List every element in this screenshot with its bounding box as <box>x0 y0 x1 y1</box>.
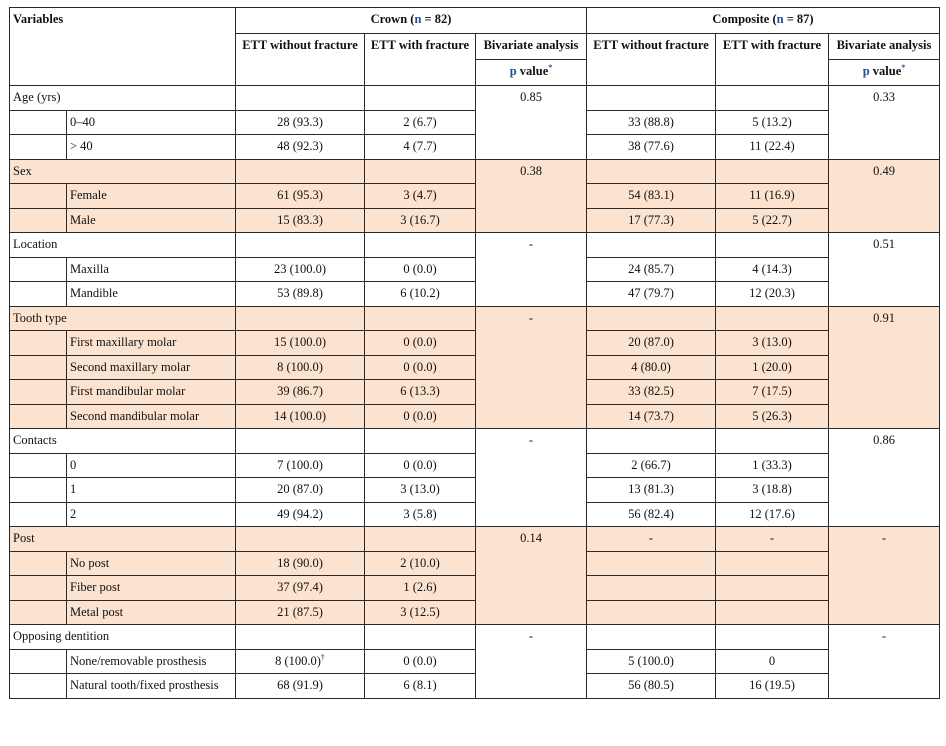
row-label: > 40 <box>67 135 236 160</box>
composite-with-cell <box>716 86 829 111</box>
crown-with-cell: 3 (5.8) <box>365 502 476 527</box>
crown-without-cell: 28 (93.3) <box>236 110 365 135</box>
crown-without-cell: 18 (90.0) <box>236 551 365 576</box>
table-row <box>10 110 940 135</box>
composite-with-cell: - <box>716 527 829 552</box>
indent-cell <box>10 674 67 699</box>
crown-without-cell: 15 (83.3) <box>236 208 365 233</box>
crown-with-cell: 0 (0.0) <box>365 257 476 282</box>
indent-cell <box>10 184 67 209</box>
header-crown-group: Crown (n = 82) <box>236 8 587 34</box>
indent-cell <box>10 551 67 576</box>
crown-without-cell <box>236 86 365 111</box>
crown-with-cell: 0 (0.0) <box>365 649 476 674</box>
crown-with-cell: 0 (0.0) <box>365 453 476 478</box>
crown-with-cell <box>365 233 476 258</box>
crown-without-cell: 21 (87.5) <box>236 600 365 625</box>
crown-without-cell: 8 (100.0)† <box>236 649 365 674</box>
group-row <box>10 233 940 258</box>
header-composite-with: ETT with fracture <box>716 34 829 86</box>
crown-with-cell: 3 (12.5) <box>365 600 476 625</box>
crown-without-cell: 20 (87.0) <box>236 478 365 503</box>
crown-without-cell: 48 (92.3) <box>236 135 365 160</box>
indent-cell <box>10 355 67 380</box>
composite-without-cell: 33 (88.8) <box>587 110 716 135</box>
composite-without-cell <box>587 233 716 258</box>
crown-without-cell: 39 (86.7) <box>236 380 365 405</box>
table-row <box>10 282 940 307</box>
crown-with-cell: 6 (10.2) <box>365 282 476 307</box>
table-row <box>10 257 940 282</box>
crown-with-cell: 2 (10.0) <box>365 551 476 576</box>
row-label: Male <box>67 208 236 233</box>
table-row <box>10 649 940 674</box>
crown-without-cell <box>236 159 365 184</box>
crown-with-cell <box>365 306 476 331</box>
row-label: No post <box>67 551 236 576</box>
crown-p-value: - <box>476 429 587 527</box>
composite-without-cell: 56 (82.4) <box>587 502 716 527</box>
indent-cell <box>10 404 67 429</box>
row-label: First mandibular molar <box>67 380 236 405</box>
composite-with-cell <box>716 233 829 258</box>
row-label: Female <box>67 184 236 209</box>
indent-cell <box>10 478 67 503</box>
group-row <box>10 306 940 331</box>
composite-with-cell: 11 (22.4) <box>716 135 829 160</box>
indent-cell <box>10 331 67 356</box>
composite-without-cell: 54 (83.1) <box>587 184 716 209</box>
crown-with-cell: 3 (16.7) <box>365 208 476 233</box>
crown-with-cell: 3 (4.7) <box>365 184 476 209</box>
crown-without-cell <box>236 625 365 650</box>
composite-without-cell <box>587 306 716 331</box>
crown-without-cell: 15 (100.0) <box>236 331 365 356</box>
composite-without-cell: - <box>587 527 716 552</box>
composite-with-cell <box>716 551 829 576</box>
group-label: Sex <box>10 159 236 184</box>
group-label: Age (yrs) <box>10 86 236 111</box>
table-row <box>10 380 940 405</box>
composite-with-cell: 4 (14.3) <box>716 257 829 282</box>
composite-without-cell: 17 (77.3) <box>587 208 716 233</box>
row-label: Fiber post <box>67 576 236 601</box>
group-label: Location <box>10 233 236 258</box>
row-label: Second mandibular molar <box>67 404 236 429</box>
composite-p-value: - <box>829 625 940 699</box>
row-label: 0–40 <box>67 110 236 135</box>
composite-p-value: 0.33 <box>829 86 940 160</box>
group-label: Tooth type <box>10 306 236 331</box>
composite-without-cell: 56 (80.5) <box>587 674 716 699</box>
crown-with-cell <box>365 159 476 184</box>
group-row <box>10 527 940 552</box>
header-crown-with: ETT with fracture <box>365 34 476 86</box>
composite-with-cell <box>716 576 829 601</box>
crown-without-cell: 14 (100.0) <box>236 404 365 429</box>
crown-without-cell: 8 (100.0) <box>236 355 365 380</box>
indent-cell <box>10 208 67 233</box>
indent-cell <box>10 380 67 405</box>
row-label: None/removable prosthesis <box>67 649 236 674</box>
composite-with-cell: 3 (13.0) <box>716 331 829 356</box>
composite-with-cell: 11 (16.9) <box>716 184 829 209</box>
composite-with-cell: 5 (22.7) <box>716 208 829 233</box>
indent-cell <box>10 502 67 527</box>
crown-without-cell: 49 (94.2) <box>236 502 365 527</box>
composite-p-value: 0.91 <box>829 306 940 429</box>
composite-with-cell <box>716 159 829 184</box>
group-row <box>10 86 940 111</box>
indent-cell <box>10 282 67 307</box>
composite-without-cell: 4 (80.0) <box>587 355 716 380</box>
crown-without-cell <box>236 306 365 331</box>
composite-without-cell: 24 (85.7) <box>587 257 716 282</box>
composite-with-cell: 12 (20.3) <box>716 282 829 307</box>
crown-with-cell: 0 (0.0) <box>365 355 476 380</box>
composite-without-cell: 14 (73.7) <box>587 404 716 429</box>
composite-with-cell: 3 (18.8) <box>716 478 829 503</box>
header-crown-p-value: p value* <box>476 60 587 86</box>
composite-without-cell: 5 (100.0) <box>587 649 716 674</box>
crown-p-value: 0.85 <box>476 86 587 160</box>
table-body <box>10 86 940 699</box>
composite-without-cell: 47 (79.7) <box>587 282 716 307</box>
composite-with-cell: 5 (26.3) <box>716 404 829 429</box>
table-row <box>10 478 940 503</box>
group-label: Contacts <box>10 429 236 454</box>
table-row <box>10 208 940 233</box>
composite-without-cell <box>587 576 716 601</box>
group-row <box>10 625 940 650</box>
composite-without-cell <box>587 159 716 184</box>
composite-without-cell <box>587 86 716 111</box>
group-row <box>10 159 940 184</box>
crown-without-cell: 68 (91.9) <box>236 674 365 699</box>
crown-p-value: - <box>476 625 587 699</box>
crown-with-cell <box>365 625 476 650</box>
composite-without-cell <box>587 625 716 650</box>
composite-without-cell: 33 (82.5) <box>587 380 716 405</box>
row-label: Mandible <box>67 282 236 307</box>
crown-with-cell <box>365 86 476 111</box>
composite-with-cell: 0 <box>716 649 829 674</box>
row-label: Natural tooth/fixed prosthesis <box>67 674 236 699</box>
crown-with-cell: 2 (6.7) <box>365 110 476 135</box>
table-row <box>10 551 940 576</box>
crown-with-cell: 6 (13.3) <box>365 380 476 405</box>
composite-without-cell: 38 (77.6) <box>587 135 716 160</box>
table-row <box>10 135 940 160</box>
composite-with-cell <box>716 429 829 454</box>
table-row <box>10 184 940 209</box>
composite-without-cell: 2 (66.7) <box>587 453 716 478</box>
indent-cell <box>10 135 67 160</box>
header-variables: Variables <box>10 8 236 86</box>
crown-without-cell <box>236 233 365 258</box>
crown-without-cell: 7 (100.0) <box>236 453 365 478</box>
indent-cell <box>10 453 67 478</box>
composite-with-cell: 7 (17.5) <box>716 380 829 405</box>
crown-p-value: 0.14 <box>476 527 587 625</box>
crown-with-cell: 6 (8.1) <box>365 674 476 699</box>
row-label: Metal post <box>67 600 236 625</box>
composite-without-cell <box>587 600 716 625</box>
table-row <box>10 502 940 527</box>
table-row <box>10 404 940 429</box>
row-label: Maxilla <box>67 257 236 282</box>
crown-with-cell: 3 (13.0) <box>365 478 476 503</box>
composite-with-cell: 12 (17.6) <box>716 502 829 527</box>
composite-with-cell: 5 (13.2) <box>716 110 829 135</box>
footnote-mark: † <box>320 652 325 662</box>
header-composite-p-value: p value* <box>829 60 940 86</box>
crown-without-cell <box>236 527 365 552</box>
composite-p-value: 0.86 <box>829 429 940 527</box>
indent-cell <box>10 649 67 674</box>
header-composite-group: Composite (n = 87) <box>587 8 940 34</box>
composite-without-cell <box>587 551 716 576</box>
crown-p-value: - <box>476 306 587 429</box>
table-row <box>10 576 940 601</box>
table-header <box>10 8 940 86</box>
crown-p-value: 0.38 <box>476 159 587 233</box>
crown-without-cell: 23 (100.0) <box>236 257 365 282</box>
table-row <box>10 453 940 478</box>
composite-with-cell: 1 (20.0) <box>716 355 829 380</box>
indent-cell <box>10 600 67 625</box>
composite-with-cell <box>716 625 829 650</box>
row-label: First maxillary molar <box>67 331 236 356</box>
composite-without-cell <box>587 429 716 454</box>
composite-with-cell <box>716 600 829 625</box>
results-table <box>9 7 940 699</box>
crown-with-cell <box>365 527 476 552</box>
crown-with-cell: 1 (2.6) <box>365 576 476 601</box>
composite-p-value: 0.49 <box>829 159 940 233</box>
crown-p-value: - <box>476 233 587 307</box>
composite-with-cell: 1 (33.3) <box>716 453 829 478</box>
crown-without-cell: 37 (97.4) <box>236 576 365 601</box>
row-label: 1 <box>67 478 236 503</box>
indent-cell <box>10 257 67 282</box>
header-crown-without: ETT without fracture <box>236 34 365 86</box>
row-label: 0 <box>67 453 236 478</box>
crown-without-cell: 61 (95.3) <box>236 184 365 209</box>
row-label: 2 <box>67 502 236 527</box>
crown-with-cell <box>365 429 476 454</box>
table-row <box>10 355 940 380</box>
composite-p-value: 0.51 <box>829 233 940 307</box>
group-label: Opposing dentition <box>10 625 236 650</box>
row-label: Second maxillary molar <box>67 355 236 380</box>
group-row <box>10 429 940 454</box>
composite-with-cell <box>716 306 829 331</box>
group-label: Post <box>10 527 236 552</box>
crown-without-cell: 53 (89.8) <box>236 282 365 307</box>
indent-cell <box>10 110 67 135</box>
crown-with-cell: 0 (0.0) <box>365 404 476 429</box>
table-row <box>10 600 940 625</box>
header-composite-without: ETT without fracture <box>587 34 716 86</box>
indent-cell <box>10 576 67 601</box>
composite-p-value: - <box>829 527 940 625</box>
table-row <box>10 674 940 699</box>
composite-without-cell: 20 (87.0) <box>587 331 716 356</box>
table-row <box>10 331 940 356</box>
composite-without-cell: 13 (81.3) <box>587 478 716 503</box>
composite-with-cell: 16 (19.5) <box>716 674 829 699</box>
crown-with-cell: 0 (0.0) <box>365 331 476 356</box>
header-crown-bivariate: Bivariate analysis <box>476 34 587 60</box>
crown-without-cell <box>236 429 365 454</box>
header-composite-bivariate: Bivariate analysis <box>829 34 940 60</box>
crown-with-cell: 4 (7.7) <box>365 135 476 160</box>
